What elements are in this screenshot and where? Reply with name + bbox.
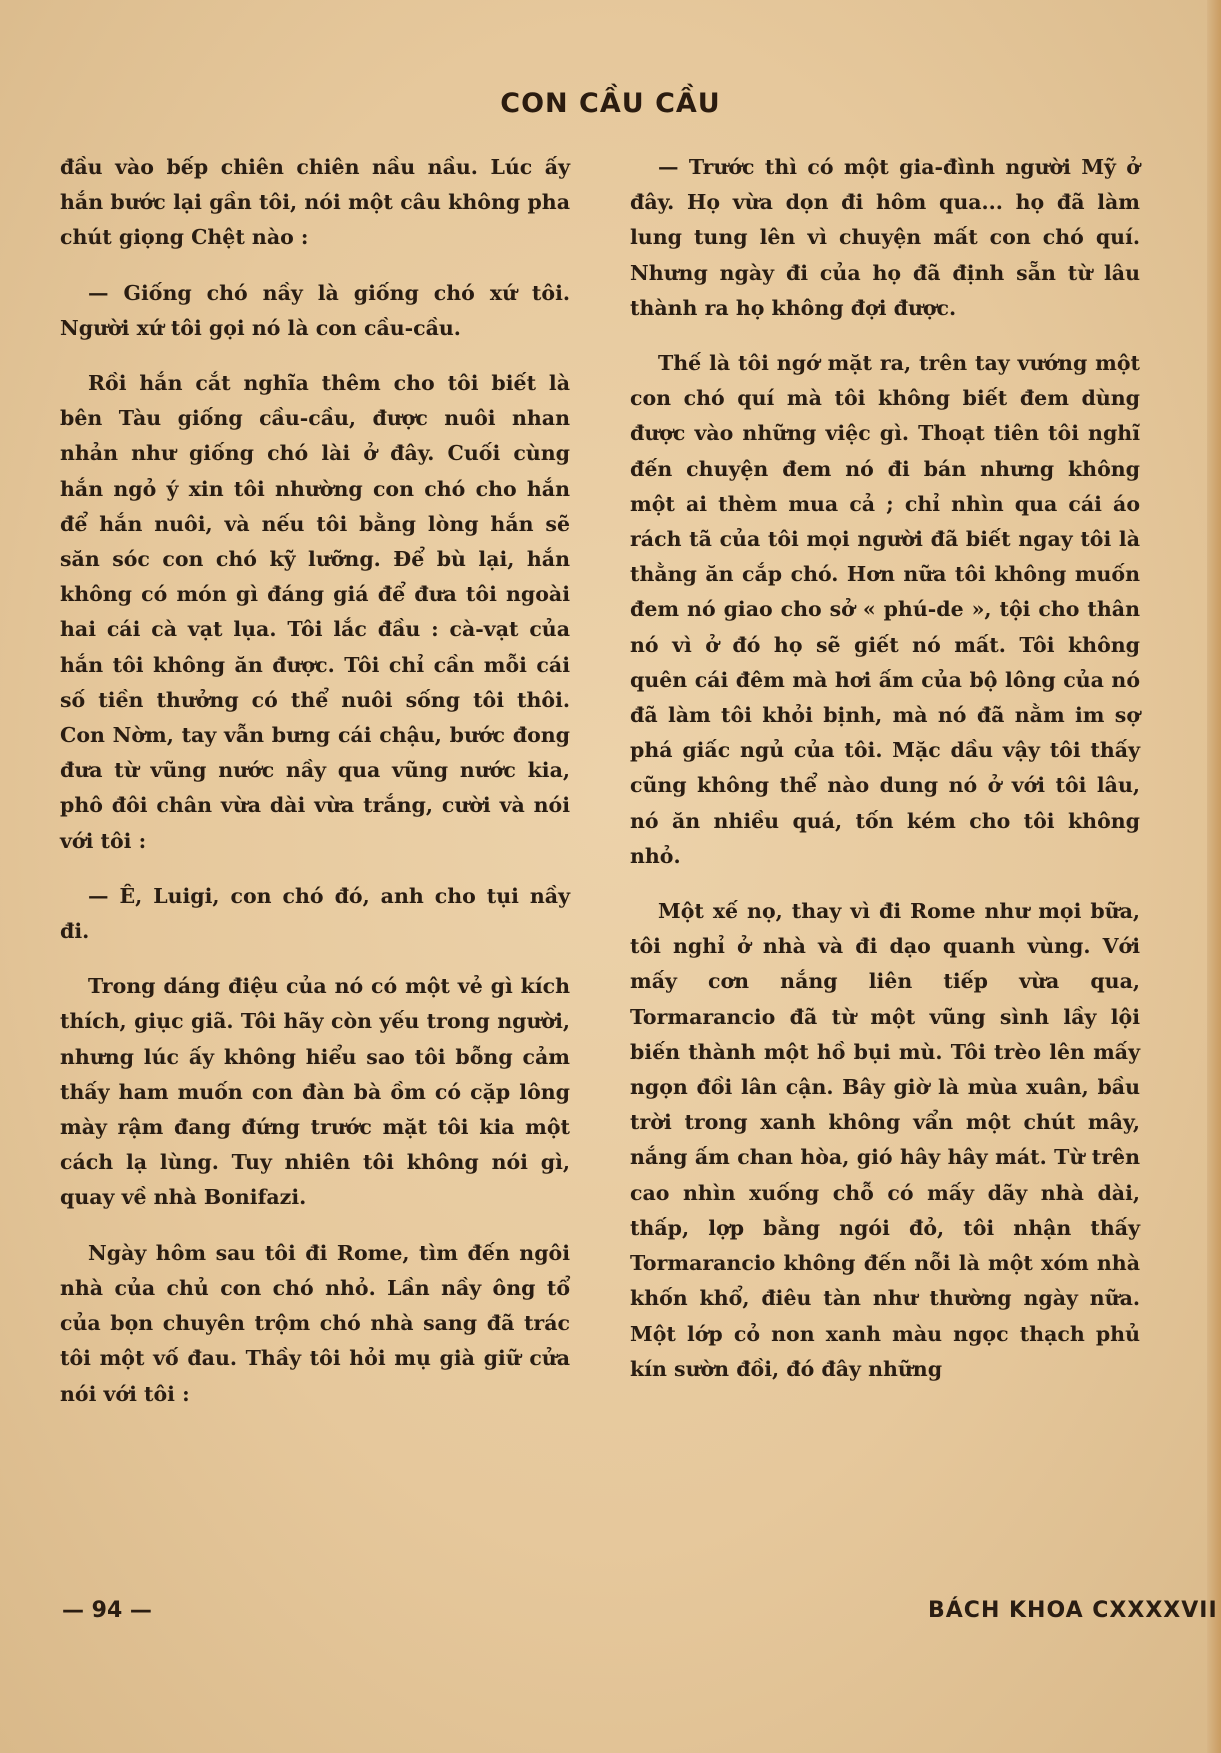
running-head-title: CON CẦU CẦU	[500, 88, 721, 119]
paragraph: — Ê, Luigi, con chó đó, anh cho tụi nầy đi.	[60, 883, 570, 944]
paragraph: Rồi hắn cắt nghĩa thêm cho tôi biết là bên Tàu giống cầu-cầu, được nuôi nhan nhản như giống chó lài ở đây. Cuối cùng hắn ngỏ ý xin tôi nhường con chó cho hắn để hắn nuôi, và nếu tôi bằng lòng hắn sẽ săn sóc con chó kỹ lưỡng. Để bù lại, hắn không có món gì đáng giá để đưa tôi ngoài hai cái cà vạt lụa. Tôi lắc đầu : cà-vạt của hắn tôi không ăn được. Tôi chỉ cần mỗi cái số tiền thưởng có thể nuôi sống tôi thôi. Con Nờm, tay vẫn bưng cái chậu, bước đong đưa từ vũng nước nầy qua vũng nước kia, phô đôi chân vừa dài vừa trắng, cười và nói với tôi :	[60, 371, 570, 853]
paragraph: đầu vào bếp chiên chiên nầu nầu. Lúc ấy hắn bước lại gần tôi, nói một câu không pha chút giọng Chệt nào :	[60, 155, 570, 250]
paragraph: — Trước thì có một gia-đình người Mỹ ở đây. Họ vừa dọn đi hôm qua... họ đã làm lung tung lên vì chuyện mất con chó quí. Nhưng ngày đi của họ đã định sẵn từ lâu thành ra họ không đợi được.	[630, 155, 1140, 320]
page-number: — 94 —	[62, 1598, 152, 1623]
journal-issue: BÁCH KHOA CXXXXVII	[928, 1598, 1218, 1623]
paragraph: — Giống chó nầy là giống chó xứ tôi. Người xứ tôi gọi nó là con cầu-cầu.	[60, 280, 570, 340]
paragraph: Thế là tôi ngớ mặt ra, trên tay vướng một con chó quí mà tôi không biết đem dùng được vào những việc gì. Thoạt tiên tôi nghĩ đến chuyện đem nó đi bán nhưng không một ai thèm mua cả ; chỉ nhìn qua cái áo rách tã của tôi mọi người đã biết ngay tôi là thằng ăn cắp chó. Hơn nữa tôi không muốn đem nó giao cho sở « phú-de », tội cho thân nó vì ở đó họ sẽ giết nó mất. Tôi không quên cái đêm mà hơi ấm của bộ lông của nó đã làm tôi khỏi bịnh, mà nó đã nằm im sợ phá giấc ngủ của tôi. Mặc dầu vậy tôi thấy cũng không thể nào dung nó ở với tôi lâu, nó ăn nhiều quá, tốn kém cho tôi không nhỏ.	[630, 351, 1140, 868]
page-edge-shadow	[1207, 0, 1221, 1753]
paragraph: Một xế nọ, thay vì đi Rome như mọi bữa, tôi nghỉ ở nhà và đi dạo quanh vùng. Với mấy cơn nắng liên tiếp vừa qua, Tormarancio đã từ một vũng sình lầy lội biến thành một hồ bụi mù. Tôi trèo lên mấy ngọn đồi lân cận. Bây giờ là mùa xuân, bầu trời trong xanh không vẩn một chút mây, nắng ấm chan hòa, gió hây hây mát. Từ trên cao nhìn xuống chỗ có mấy dãy nhà dài, thấp, lợp bằng ngói đỏ, tôi nhận thấy Tormarancio không đến nỗi là một xóm nhà khốn khổ, điêu tàn như thường ngày nữa. Một lớp cỏ non xanh màu ngọc thạch phủ kín sườn đồi, đó đây những	[630, 899, 1140, 1381]
right-text-column	[630, 150, 1140, 1407]
paragraph: Ngày hôm sau tôi đi Rome, tìm đến ngôi nhà của chủ con chó nhỏ. Lần nầy ông tổ của bọn chuyên trộm chó nhà sang đã trác tôi một vố đau. Thầy tôi hỏi mụ già giữ cửa nói với tôi :	[60, 1240, 570, 1406]
left-text-column	[60, 150, 570, 1432]
paragraph: Trong dáng điệu của nó có một vẻ gì kích thích, giục giã. Tôi hãy còn yếu trong người, nhưng lúc ấy không hiểu sao tôi bỗng cảm thấy ham muốn con đàn bà ồm có cặp lông mày rậm đang đứng trước mặt tôi kia một cách lạ lùng. Tuy nhiên tôi không nói gì, quay về nhà Bonifazi.	[60, 974, 570, 1210]
